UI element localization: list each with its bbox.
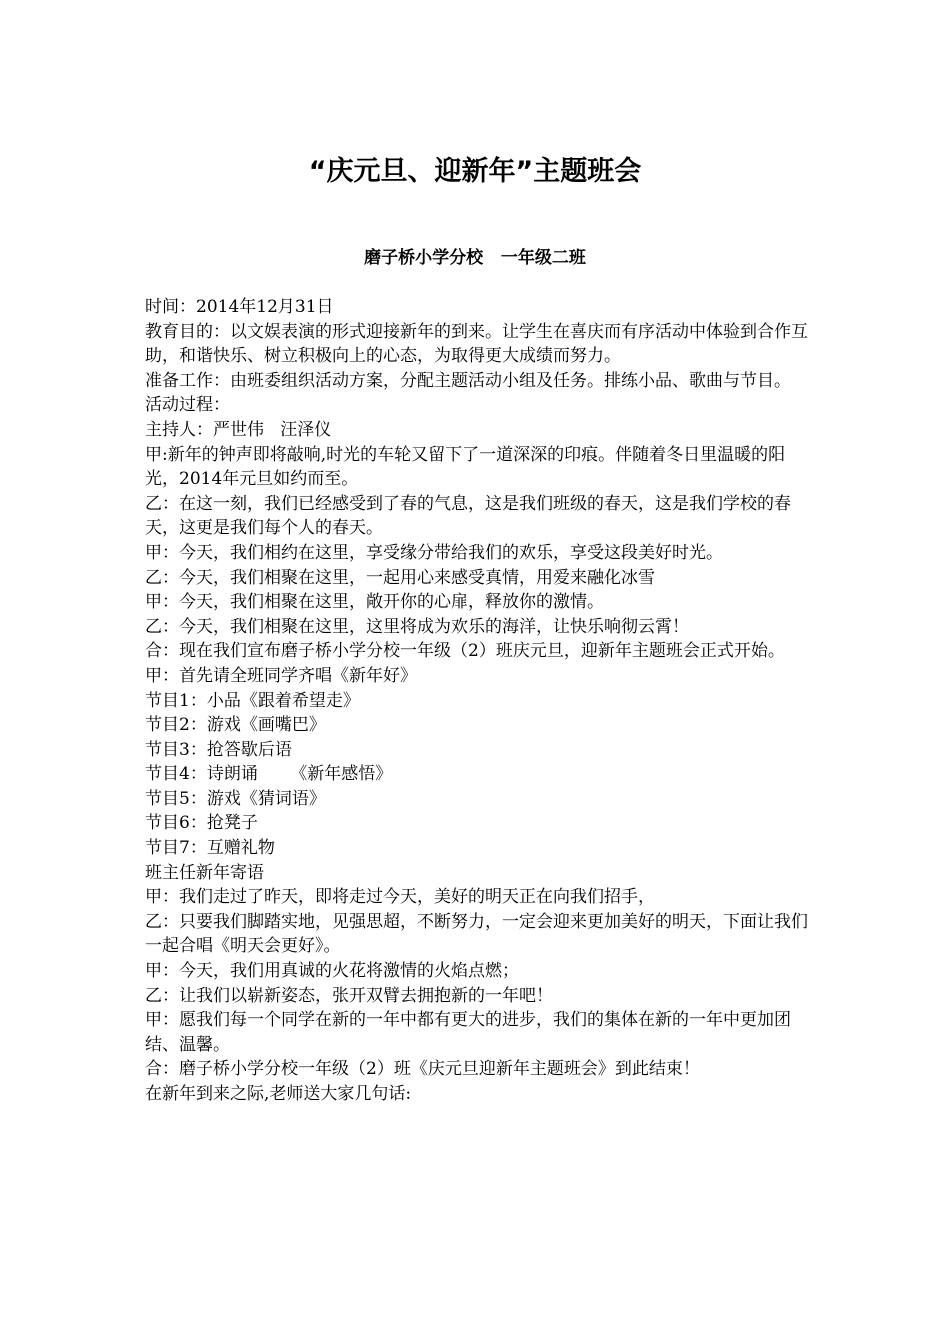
- paragraph: 节目4：诗朗诵 《新年感悟》: [145, 764, 393, 785]
- paragraph: 合：磨子桥小学分校一年级（2）班《庆元旦迎新年主题班会》到此结束！: [145, 1059, 700, 1080]
- paragraph: 乙：今天，我们相聚在这里，一起用心来感受真情，用爱来融化冰雪: [145, 567, 655, 588]
- paragraph: 教育目的：以文娱表演的形式迎接新年的到来。让学生在喜庆而有序活动中体验到合作互助，和谐快乐、树立积极向上的心态，为取得更大成绩而努力。: [145, 321, 808, 367]
- document-body: [145, 295, 810, 1107]
- paragraph: 班主任新年寄语: [145, 862, 264, 883]
- paragraph: 甲：首先请全班同学齐唱《新年好》: [145, 665, 417, 686]
- paragraph: 甲：今天，我们相约在这里，享受缘分带给我们的欢乐，享受这段美好时光。: [145, 542, 723, 563]
- paragraph: 甲:新年的钟声即将敲响,时光的车轮又留下了一道深深的印痕。伴随着冬日里温暖的阳光，2014年元旦如约而至。: [145, 444, 786, 490]
- document-title: “庆元旦、迎新年”主题班会: [308, 156, 642, 187]
- paragraph: 主持人：严世伟 汪泽仪: [145, 419, 332, 440]
- paragraph: 甲：今天，我们用真诚的火花将激情的火焰点燃；: [145, 961, 519, 982]
- paragraph: 乙：在这一刻，我们已经感受到了春的气息，这是我们班级的春天，这是我们学校的春天，这更是我们每个人的春天。: [145, 493, 791, 539]
- paragraph: 节目2：游戏《画嘴巴》: [145, 715, 326, 736]
- paragraph: 甲：我们走过了昨天，即将走过今天，美好的明天正在向我们招手，: [145, 887, 655, 908]
- paragraph: 乙：只要我们脚踏实地，见强思超，不断努力，一定会迎来更加美好的明天，下面让我们一起合唱《明天会更好》。: [145, 911, 808, 957]
- paragraph: 准备工作：由班委组织活动方案，分配主题活动小组及任务。排练小品、歌曲与节目。: [145, 370, 791, 391]
- paragraph: 节目3：抢答歇后语: [145, 739, 292, 760]
- paragraph: 节目6：抢凳子: [145, 813, 258, 834]
- paragraph: 时间：2014年12月31日: [145, 297, 334, 317]
- paragraph: 在新年到来之际,老师送大家几句话:: [145, 1084, 412, 1104]
- paragraph: 合：现在我们宣布磨子桥小学分校一年级（2）班庆元旦，迎新年主题班会正式开始。: [145, 641, 785, 662]
- paragraph: 甲：今天，我们相聚在这里，敞开你的心扉，释放你的激情。: [145, 592, 604, 613]
- paragraph: 节目5：游戏《猜词语》: [145, 788, 326, 809]
- paragraph: 节目7：互赠礼物: [145, 838, 275, 859]
- paragraph: 活动过程：: [145, 395, 230, 416]
- paragraph: 甲：愿我们每一个同学在新的一年中都有更大的进步，我们的集体在新的一年中更加团结、温馨。: [145, 1010, 791, 1055]
- paragraph: 节目1：小品《跟着希望走》: [145, 690, 360, 711]
- paragraph: 乙：让我们以崭新姿态，张开双臂去拥抱新的一年吧！: [145, 985, 553, 1006]
- paragraph: 乙：今天，我们相聚在这里，这里将成为欢乐的海洋，让快乐响彻云霄！: [145, 616, 689, 637]
- document-subtitle: 磨子桥小学分校 一年级二班: [364, 248, 586, 268]
